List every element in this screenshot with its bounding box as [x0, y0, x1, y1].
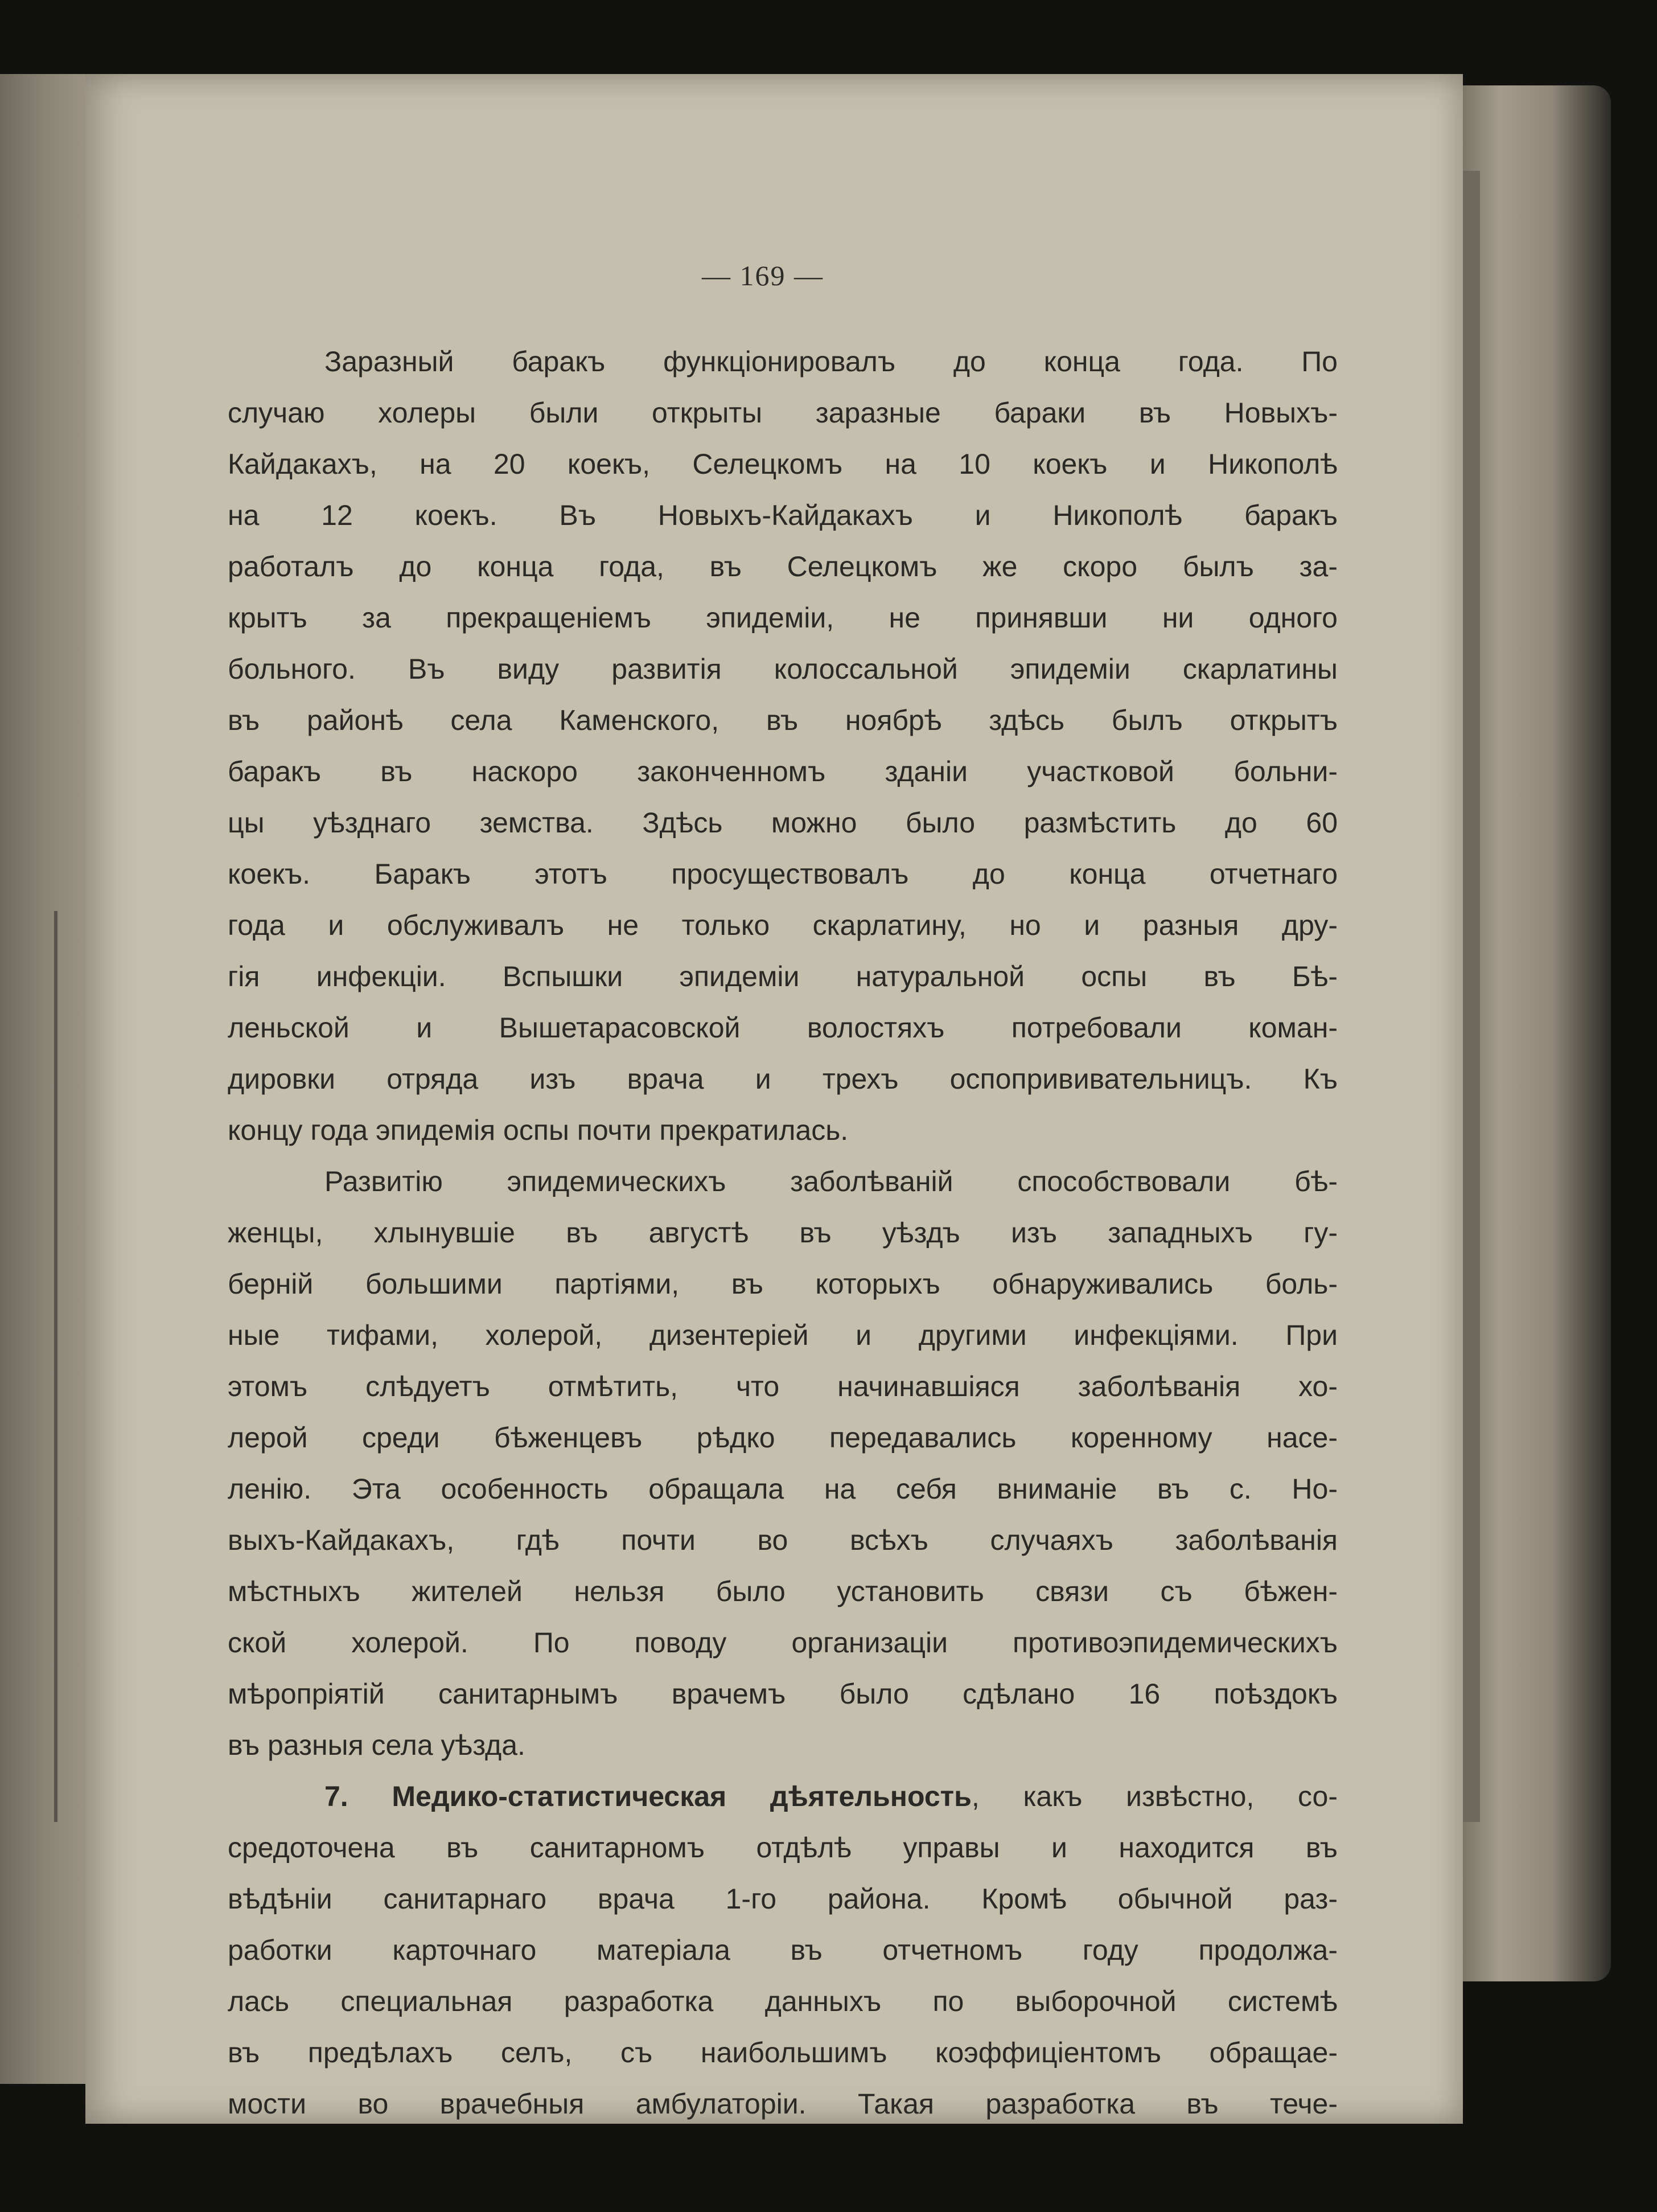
text-line: дировки отряда изъ врача и трехъ оспопрививательницъ. Къ — [228, 1063, 1338, 1095]
text-line: крытъ за прекращеніемъ эпидеміи, не принявши ни одного — [228, 602, 1338, 634]
text-line: выхъ-Кайдакахъ, гдѣ почти во всѣхъ случаяхъ заболѣванія — [228, 1524, 1338, 1556]
section-heading: 7. Медико-статистическая дѣятельность — [324, 1780, 972, 1812]
left-page-shadow — [54, 911, 57, 1822]
text-line: ской холерой. По поводу организаціи противоэпидемическихъ — [228, 1627, 1338, 1659]
text-line: берній большими партіями, въ которыхъ обнаруживались боль- — [228, 1268, 1338, 1300]
text-line: коекъ. Баракъ этотъ просуществовалъ до конца отчетнаго — [228, 858, 1338, 890]
text-line: средоточена въ санитарномъ отдѣлѣ управы и находится въ — [228, 1832, 1338, 1864]
paragraph-1 — [228, 336, 1338, 1156]
text-line: больного. Въ виду развитія колоссальной эпидеміи скарлатины — [228, 653, 1338, 685]
left-page-edge — [0, 74, 85, 2084]
text-line: вѣдѣніи санитарнаго врача 1-го района. Кромѣ обычной раз- — [228, 1883, 1338, 1915]
text-line: этомъ слѣдуетъ отмѣтить, что начинавшіяся заболѣванія хо- — [228, 1370, 1338, 1402]
section-heading-continuation: , какъ извѣстно, со- — [971, 1780, 1338, 1812]
text-line — [228, 1771, 1338, 1822]
text-line: женцы, хлынувшіе въ августѣ въ уѣздъ изъ западныхъ гу- — [228, 1217, 1338, 1249]
text-line: года и обслуживалъ не только скарлатину, но и разныя дру- — [228, 909, 1338, 941]
text-line: мѣропріятій санитарнымъ врачемъ было сдѣлано 16 поѣздокъ — [228, 1678, 1338, 1710]
text-line: ные тифами, холерой, дизентеріей и другими инфекціями. При — [228, 1319, 1338, 1351]
text-line: леньской и Вышетарасовской волостяхъ потребовали коман- — [228, 1012, 1338, 1044]
text-line: работалъ до конца года, въ Селецкомъ же скоро былъ за- — [228, 551, 1338, 582]
text-line: на 12 коекъ. Въ Новыхъ-Кайдакахъ и Никополѣ баракъ — [228, 499, 1338, 531]
text-line: случаю холеры были открыты заразные бараки въ Новыхъ- — [228, 397, 1338, 429]
page-text — [228, 336, 1338, 2129]
text-line: мѣстныхъ жителей нельзя было установить связи съ бѣжен- — [228, 1575, 1338, 1607]
text-line: въ разныя села уѣзда. — [228, 1729, 525, 1761]
text-line: мости во врачебныя амбулаторіи. Такая разработка въ тече- — [228, 2088, 1338, 2120]
text-line: въ предѣлахъ селъ, съ наибольшимъ коэффиціентомъ обращае- — [228, 2037, 1338, 2069]
text-line: Заразный баракъ функціонировалъ до конца года. По — [324, 346, 1338, 377]
paragraph-2 — [228, 1156, 1338, 1771]
text-line: гія инфекціи. Вспышки эпидеміи натуральной оспы въ Бѣ- — [228, 961, 1338, 992]
text-line: работки карточнаго матеріала въ отчетномъ году продолжа- — [228, 1934, 1338, 1966]
page-number: — 169 — — [702, 260, 824, 292]
text-line: Развитію эпидемическихъ заболѣваній способствовали бѣ- — [324, 1165, 1338, 1197]
text-line: ленію. Эта особенность обращала на себя вниманіе въ с. Но- — [228, 1473, 1338, 1505]
paragraph-3 — [228, 1771, 1338, 2129]
text-line: лерой среди бѣженцевъ рѣдко передавались коренному насе- — [228, 1422, 1338, 1454]
page-fold-shadow — [1463, 171, 1480, 1822]
text-line: концу года эпидемія оспы почти прекратилась. — [228, 1114, 849, 1146]
text-line: въ районѣ села Каменского, въ ноябрѣ здѣсь былъ открытъ — [228, 704, 1338, 736]
text-line: цы уѣзднаго земства. Здѣсь можно было размѣстить до 60 — [228, 807, 1338, 839]
text-line: баракъ въ наскоро законченномъ зданіи участковой больни- — [228, 756, 1338, 787]
text-line: лась специальная разработка данныхъ по выборочной системѣ — [228, 1985, 1338, 2017]
text-line: Кайдакахъ, на 20 коекъ, Селецкомъ на 10 коекъ и Никополѣ — [228, 448, 1338, 480]
book-fore-edge — [1463, 85, 1611, 1981]
